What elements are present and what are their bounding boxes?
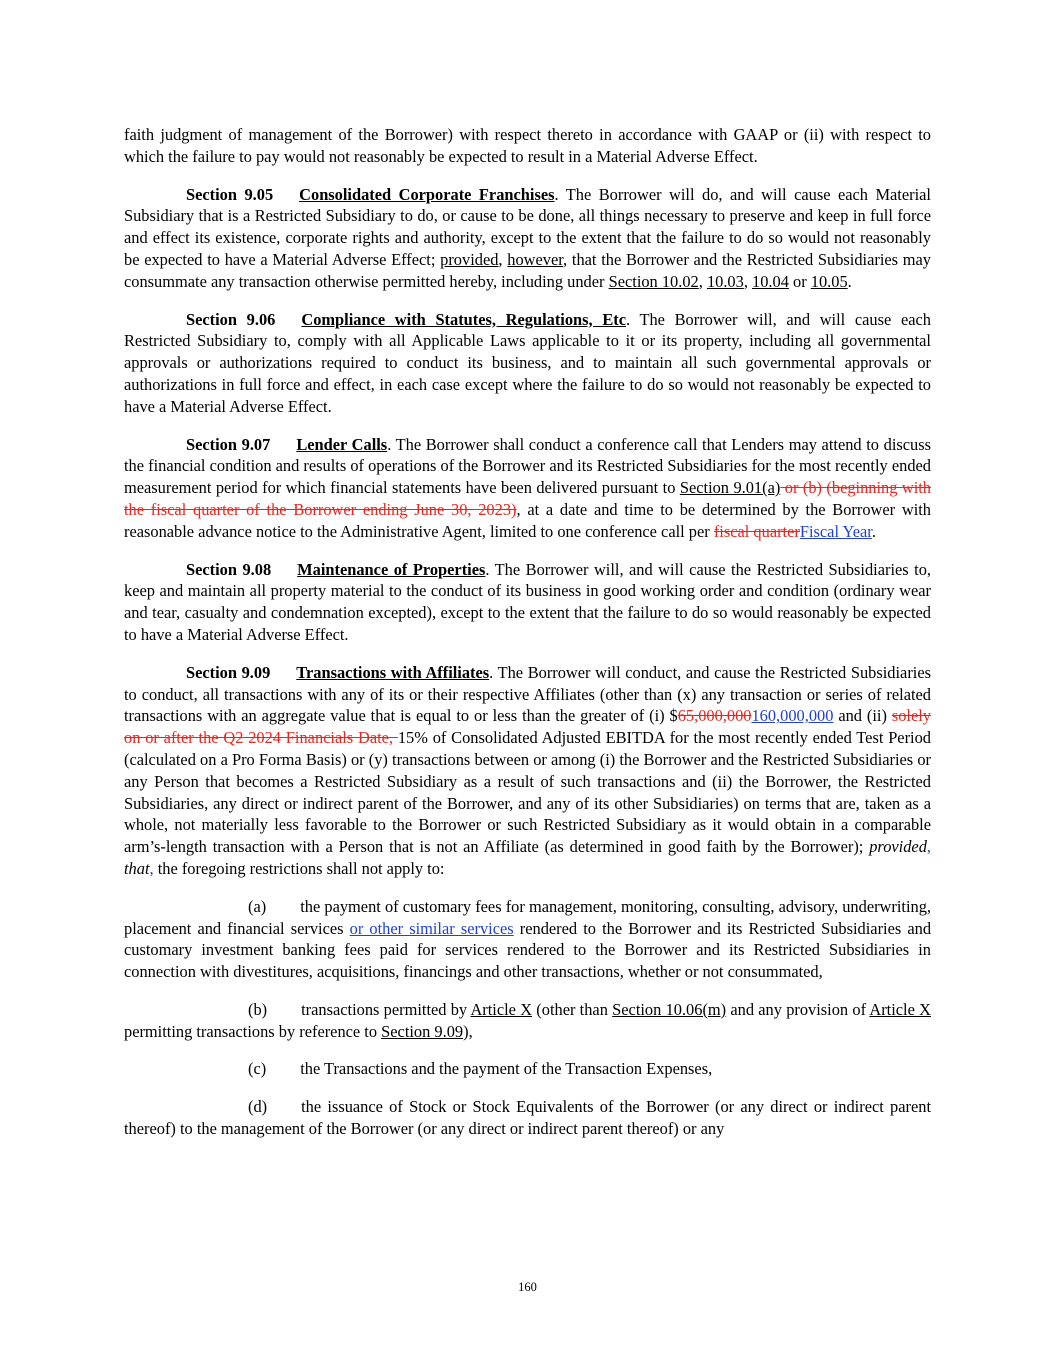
cross-reference: Section 10.02 <box>608 271 699 291</box>
section-number: Section 9.09 <box>186 662 271 682</box>
paragraph <box>124 184 931 293</box>
paragraph <box>124 124 931 168</box>
cross-reference: Article X <box>869 999 931 1019</box>
text: ), <box>463 1021 473 1041</box>
section-number: Section 9.05 <box>186 184 274 204</box>
text: the payment of customary fees for management, monitoring, consulting, advisory, underwriting, placement and financial services <box>124 896 931 938</box>
text: , that the Borrower and the Restricted Subsidiaries may consummate any transaction otherwise permitted hereby, including under <box>124 249 931 291</box>
text: (b) <box>248 999 268 1019</box>
text: transactions permitted by <box>301 999 471 1019</box>
text: (a) <box>248 896 267 916</box>
cross-reference: 10.03 <box>706 271 744 291</box>
text: (d) <box>248 1097 268 1117</box>
text: . The Borrower will, and will cause each Restricted Subsidiary to, comply with all Applicable Laws applicable to it or its property, including all governmental approvals or authorizations required to conduct its business, and to maintain all such governmental approvals or authorizations in full force and effect, in each case except where the failure to do so would not reasonably be expected to have a Material Adverse Effect. <box>124 309 931 416</box>
inserted-text: or other similar services <box>349 918 514 938</box>
section-number: Section 9.07 <box>186 434 271 454</box>
inserted-text: Fiscal Year <box>799 521 872 541</box>
paragraph <box>124 309 931 418</box>
inserted-text: , <box>149 858 154 878</box>
text: the foregoing restrictions shall not apply to: <box>153 858 445 878</box>
cross-reference: 10.05 <box>810 271 848 291</box>
section-heading: Transactions with Affiliates <box>296 662 490 682</box>
deleted-text: 65,000,000 <box>677 706 752 726</box>
section-heading: Consolidated Corporate Franchises <box>299 184 555 204</box>
text: the issuance of Stock or Stock Equivalents of the Borrower (or any direct or indirect parent thereof) to the management of the Borrower (or any direct or indirect parent thereof) or any <box>124 1097 931 1139</box>
text: and (ii) <box>833 706 892 726</box>
italic-text: provided <box>869 837 927 857</box>
paragraph <box>124 662 931 880</box>
paragraph <box>124 896 931 983</box>
paragraph <box>124 999 931 1043</box>
text: rendered to the Borrower and its Restricted Subsidiaries and customary investment banking fees paid for services rendered to the Borrower and its Restricted Subsidiaries in connection with divestitures, acquisitions, financings and other transactions, whether or not consummated, <box>124 918 932 982</box>
cross-reference: 10.04 <box>752 271 789 291</box>
cross-reference: provided <box>440 249 499 269</box>
cross-reference: however <box>507 249 564 269</box>
text: (c) <box>248 1059 267 1079</box>
section-heading: Maintenance of Properties <box>297 559 486 579</box>
inserted-text: , <box>926 837 931 857</box>
text: , <box>698 271 707 291</box>
section-heading: Lender Calls <box>296 434 388 454</box>
text: permitting transactions by reference to <box>124 1021 382 1041</box>
text: , <box>498 249 508 269</box>
section-heading: Compliance with Statutes, Regulations, Etc <box>301 309 626 329</box>
deleted-text: or (b) (beginning with the fiscal quarter of the Borrower ending June 30, 2023) <box>124 478 932 519</box>
cross-reference: Section 9.09 <box>381 1021 464 1041</box>
text: or <box>788 271 811 291</box>
paragraph <box>124 1058 931 1080</box>
document-body <box>124 124 931 1156</box>
text: . The Borrower shall conduct a conference call that Lenders may attend to discuss the financial condition and results of operations of the Borrower and its Restricted Subsidiaries for the most recently ended measurement period for which financial statements have been delivered pursuant to <box>124 434 931 498</box>
deleted-text: fiscal quarter <box>713 521 800 541</box>
text: (other than <box>532 999 613 1019</box>
section-number: Section 9.08 <box>186 559 272 579</box>
text: the Transactions and the payment of the Transaction Expenses, <box>300 1059 713 1079</box>
text: , <box>743 271 753 291</box>
section-number: Section 9.06 <box>186 309 276 329</box>
text: . The Borrower will do, and will cause each Material Subsidiary that is a Restricted Subsidiary to do, or cause to be done, all things necessary to preserve and keep in full force and effect its existence, corporate rights and authority, except to the extent that the failure to do so would not reasonably be expected to have a Material Adverse Effect; <box>124 184 931 269</box>
text: . The Borrower will conduct, and cause the Restricted Subsidiaries to conduct, all transactions with any of its or their respective Affiliates (other than (x) any transaction or series of related transactions with an aggregate value that is equal to or less than the greater of (i) $ <box>124 662 931 726</box>
text: , at a date and time to be determined by the Borrower with reasonable advance notice to the Administrative Agent, limited to one conference call per <box>124 499 931 541</box>
cross-reference: Section 9.01(a) <box>679 478 781 498</box>
text: and any provision of <box>726 999 870 1019</box>
cross-reference: Article X <box>470 999 533 1019</box>
deleted-text: solely on or after the Q2 2024 Financials Date, <box>124 706 931 748</box>
text: . The Borrower will, and will cause the Restricted Subsidiaries to, keep and maintain all property material to the conduct of its business in good working order and condition (ordinary wear and tear, casualty and condemnation excepted), except to the extent that the failure to do so would reasonably be expected to have a Material Adverse Effect. <box>124 559 931 644</box>
text: faith judgment of management of the Borrower) with respect thereto in accordance with GAAP or (ii) with respect to which the failure to pay would not reasonably be expected to result in a Material Adverse Effect. <box>124 125 931 166</box>
page-number: 160 <box>518 1280 537 1294</box>
text: 15% of Consolidated Adjusted EBITDA for the most recently ended Test Period (calculated on a Pro Forma Basis) or (y) transactions between or among (i) the Borrower and the Restricted Subsidiaries or any Person that becomes a Restricted Subsidiary as a result of such transactions and (ii) the Borrower, the Restricted Subsidiaries, any direct or indirect parent of the Borrower, and any of its other Subsidiaries) on terms that are, taken as a whole, not materially less favorable to the Borrower or such Restricted Subsidiary as it would obtain in a comparable arm’s-length transaction with a Person that is not an Affiliate (as determined in good faith by the Borrower); <box>124 728 931 857</box>
cross-reference: Section 10.06(m) <box>612 999 727 1019</box>
text: . <box>847 271 852 291</box>
italic-text: that <box>124 858 150 878</box>
text: . <box>871 521 876 541</box>
paragraph <box>124 559 931 646</box>
paragraph <box>124 1096 931 1140</box>
inserted-text: 160,000,000 <box>751 706 834 726</box>
paragraph <box>124 434 931 543</box>
